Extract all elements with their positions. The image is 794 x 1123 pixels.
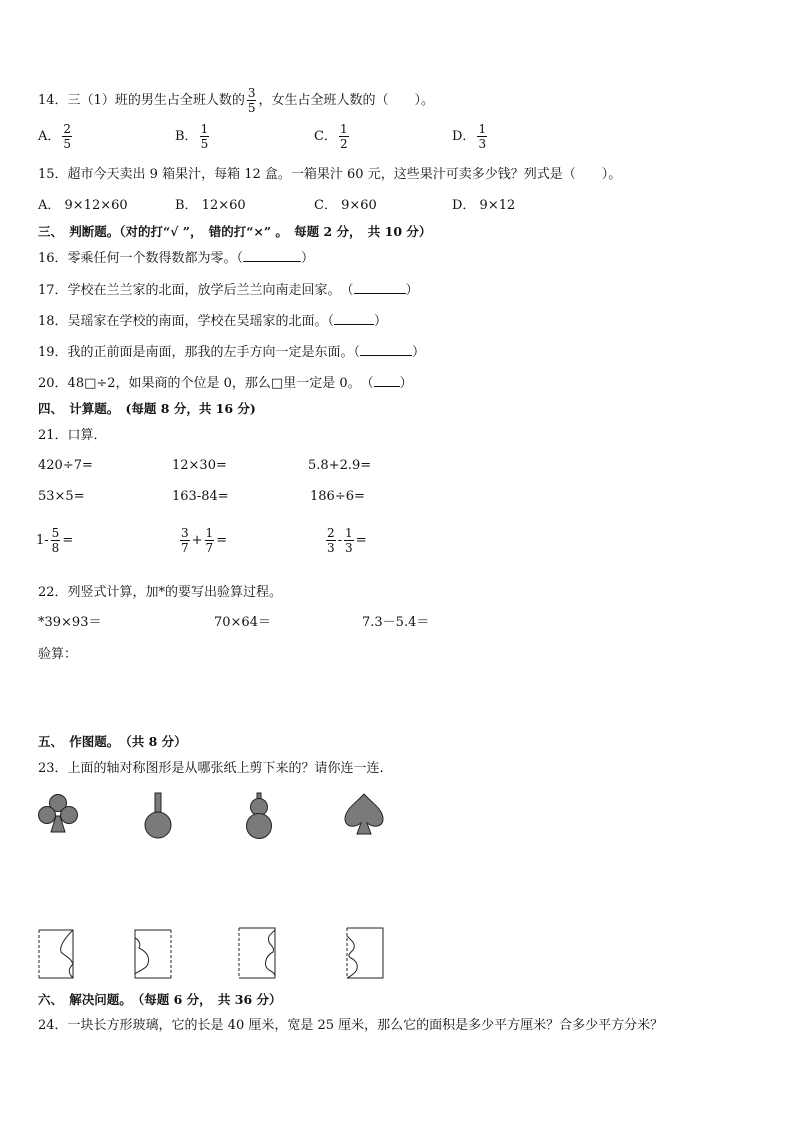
q14-text-a: 14．三（1）班的男生占全班人数的 [38, 93, 245, 108]
section-6-heading: 六、 解决问题。 （每题 6 分， 共 36 分） [38, 992, 282, 1007]
q15-option-c[interactable]: C． 9×60 [314, 198, 377, 213]
gourd-shape[interactable] [243, 792, 275, 840]
calc-item: 163-84= [172, 489, 229, 504]
calc-fraction-item: $\frac{2}{3}$ - $\frac{1}{3}$ = [327, 526, 367, 555]
answer-blank[interactable] [354, 281, 406, 294]
answer-blank[interactable] [243, 249, 301, 262]
paper-option-1[interactable] [37, 928, 77, 980]
question-17: 17．学校在兰兰家的北面，放学后兰兰向南走回家。 （ ） [38, 283, 419, 298]
q15-option-b[interactable]: B． 12×60 [175, 198, 246, 213]
q14-text-b: ，女生占全班人数的（ ）。 [258, 93, 434, 108]
q15-option-a[interactable]: A． 9×12×60 [38, 198, 128, 213]
spade-shape[interactable] [342, 792, 386, 838]
question-14 [38, 86, 434, 115]
question-15: 15．超市今天卖出 9 箱果汁，每箱 12 盒。一箱果汁 60 元，这些果汁可卖多少钱？列式是（ ）。 [38, 167, 622, 182]
question-22-title: 22．列竖式计算，加*的要写出验算过程。 [38, 585, 283, 600]
calc-item: 420÷7= [38, 458, 93, 473]
paper-option-2[interactable] [133, 928, 173, 980]
calc-item: 53×5= [38, 489, 85, 504]
paper-option-3[interactable] [237, 926, 279, 980]
answer-blank[interactable] [360, 343, 412, 356]
question-23: 23．上面的轴对称图形是从哪张纸上剪下来的？请你连一连. [38, 761, 384, 776]
q15-option-d[interactable]: D． 9×12 [452, 198, 516, 213]
vertical-calc-item: 70×64＝ [214, 615, 271, 630]
answer-blank[interactable] [334, 312, 374, 325]
q14-option-a[interactable]: A． $\frac{2}{5}$ [38, 122, 72, 151]
section-5-heading: 五、 作图题。 （共 8 分） [38, 734, 187, 749]
keyhole-shape[interactable] [142, 792, 174, 840]
question-20: 20．48□÷2，如果商的个位是 0，那么□里一定是 0。 （ ） [38, 376, 413, 391]
question-24: 24．一块长方形玻璃，它的长是 40 厘米，宽是 25 厘米，那么它的面积是多少平方厘米？合多少平方分米？ [38, 1018, 664, 1033]
answer-blank[interactable] [374, 374, 400, 387]
section-4-heading: 四、 计算题。 (每题 8 分，共 16 分) [38, 401, 256, 416]
section-3-heading: 三、 判断题。（对的打“√ ”， 错的打“×” 。 每题 2 分， 共 10 分） [38, 224, 432, 239]
club-shape[interactable] [36, 792, 80, 838]
calc-fraction-item: $\frac{3}{7}$ + $\frac{1}{7}$ = [181, 526, 228, 555]
q14-option-d[interactable]: D． $\frac{1}{3}$ [452, 122, 487, 151]
calc-item: 186÷6= [310, 489, 365, 504]
q14-option-c[interactable]: C． $\frac{1}{2}$ [314, 122, 348, 151]
check-label: 验算： [38, 647, 78, 662]
question-16: 16．零乘任何一个数得数都为零。（ ） [38, 251, 315, 266]
calc-fraction-item: 1- $\frac{5}{8}$ = [36, 526, 74, 555]
question-21-title: 21．口算． [38, 428, 107, 443]
q14-fraction: $\frac{3}{5}$ [247, 86, 256, 115]
question-18: 18．吴瑶家在学校的南面，学校在吴瑶家的北面。（ ） [38, 314, 388, 329]
calc-item: 5.8+2.9= [308, 458, 372, 473]
vertical-calc-item: *39×93＝ [38, 615, 102, 630]
paper-option-4[interactable] [345, 926, 387, 980]
calc-item: 12×30= [172, 458, 227, 473]
question-19: 19．我的正前面是南面，那我的左手方向一定是东面。（ ） [38, 345, 426, 360]
q14-option-b[interactable]: B． $\frac{1}{5}$ [175, 122, 209, 151]
vertical-calc-item: 7.3－5.4＝ [362, 615, 430, 630]
